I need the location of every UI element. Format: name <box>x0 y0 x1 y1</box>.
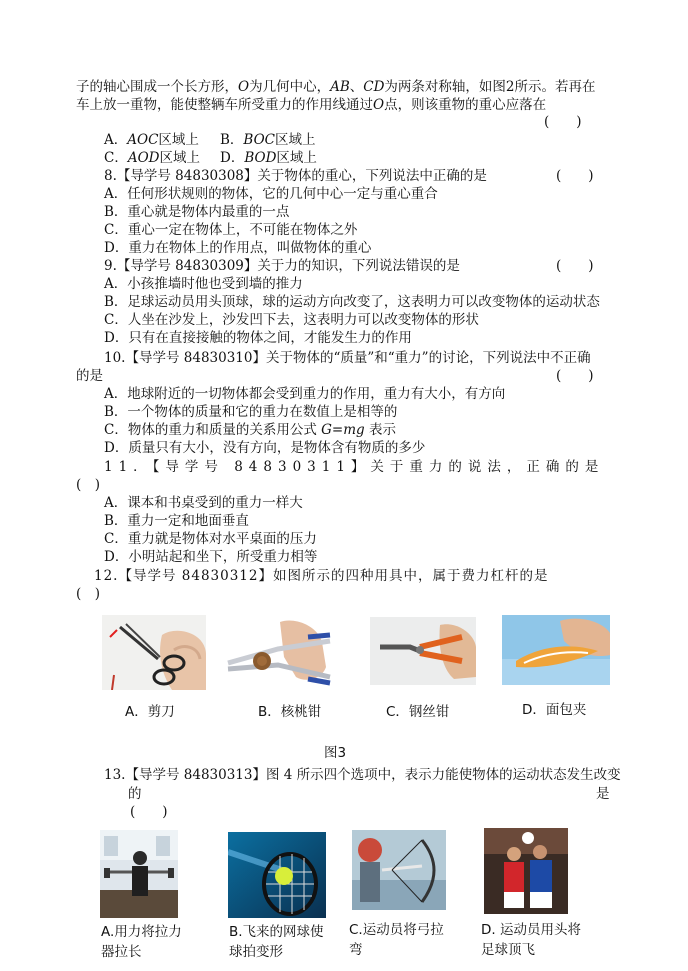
intro-line-1: 子的轴心围成一个长方形，O为几何中心，AB、CD为两条对称轴，如图2所示。若再在 <box>76 79 596 95</box>
bread-tongs-photo <box>502 615 610 685</box>
q13-answer-paren: ( ) <box>130 804 168 820</box>
figure-3-label: 图3 <box>324 745 347 761</box>
q11-stem-line-1: 11．【导学号 84830311】关于重力的说法，正确的是 <box>104 459 605 475</box>
intro-line-2: 车上放一重物，能使整辆车所受重力的作用线通过O点，则该重物的重心应落在 <box>76 97 547 113</box>
q13-caption-d: D. 运动员用头将 足球顶飞 <box>481 922 581 958</box>
q10-stem-line-1: 10.【导学号 84830310】关于物体的“质量”和“重力”的讨论，下列说法中不正确 <box>104 350 591 366</box>
pliers-photo <box>370 617 476 685</box>
q10-option-a: A．地球附近的一切物体都会受到重力的作用，重力有大小，有方向 <box>104 386 506 402</box>
q10-option-c: C．物体的重力和质量的关系用公式 G=mg 表示 <box>104 422 396 438</box>
q10-option-b: B．一个物体的质量和它的重力在数值上是相等的 <box>104 404 398 420</box>
q13-stem-line-2-start: 的 <box>128 786 142 802</box>
q12-stem-line-2: ( ) <box>76 586 101 602</box>
q12-stem-line-1: 12.【导学号 84830312】如图所示的四种用具中，属于费力杠杆的是 <box>94 568 549 584</box>
chest-expander-photo <box>100 830 178 918</box>
q11-option-d: D．小明站起和坐下，所受重力相等 <box>104 549 318 565</box>
intro-answer-paren: ( ) <box>544 114 582 130</box>
intro-option-a: A．AOC区域上 <box>104 132 199 148</box>
q8-option-c: C．重心一定在物体上，不可能在物体之外 <box>104 222 358 238</box>
q10-stem-line-2: 的是 <box>76 368 103 384</box>
q12-caption-a: A．剪刀 <box>125 704 175 720</box>
nutcracker-photo <box>222 617 334 690</box>
q9-answer-paren: ( ) <box>556 258 594 274</box>
q13-caption-a: A.用力将拉力 器拉长 <box>101 924 182 960</box>
q11-option-c: C．重力就是物体对水平桌面的压力 <box>104 531 317 547</box>
tennis-racket-photo <box>228 832 326 918</box>
q12-caption-b: B．核桃钳 <box>258 704 322 720</box>
q12-caption-c: C．钢丝钳 <box>386 704 450 720</box>
q13-caption-c: C.运动员将弓拉 弯 <box>349 922 444 958</box>
q10-answer-paren: ( ) <box>556 368 594 384</box>
q8-option-d: D．重力在物体上的作用点，叫做物体的重心 <box>104 240 372 256</box>
q11-option-a: A．课本和书桌受到的重力一样大 <box>104 495 303 511</box>
q11-option-b: B．重力一定和地面垂直 <box>104 513 249 529</box>
q8-stem: 8.【导学号 84830308】关于物体的重心，下列说法中正确的是 <box>104 168 487 184</box>
q11-stem-line-2: ( ) <box>76 477 101 493</box>
q10-option-d: D．质量只有大小，没有方向，是物体含有物质的多少 <box>104 440 426 456</box>
intro-option-d: D．BOD区域上 <box>220 150 317 166</box>
scissors-photo <box>102 615 206 690</box>
q8-option-b: B．重心就是物体内最重的一点 <box>104 204 290 220</box>
q13-stem-line-1: 13.【导学号 84830313】图 4 所示四个选项中，表示力能使物体的运动状态发生改变 <box>104 767 621 783</box>
q9-option-a: A．小孩推墙时他也受到墙的推力 <box>104 276 303 292</box>
q13-caption-b: B.飞来的网球使 球拍变形 <box>229 924 324 960</box>
q9-option-b: B．足球运动员用头顶球，球的运动方向改变了，这表明力可以改变物体的运动状态 <box>104 294 600 310</box>
intro-option-b: B．BOC区域上 <box>220 132 316 148</box>
q13-stem-line-2-end: 是 <box>596 786 610 802</box>
q9-option-d: D．只有在直接接触的物体之间，才能发生力的作用 <box>104 330 412 346</box>
intro-option-c: C．AOD区域上 <box>104 150 200 166</box>
soccer-header-photo <box>484 828 568 914</box>
q8-answer-paren: ( ) <box>556 168 594 184</box>
q12-caption-d: D．面包夹 <box>522 702 587 718</box>
q8-option-a: A．任何形状规则的物体，它的几何中心一定与重心重合 <box>104 186 438 202</box>
q9-option-c: C．人坐在沙发上，沙发凹下去，这表明力可以改变物体的形状 <box>104 312 479 328</box>
q9-stem: 9.【导学号 84830309】关于力的知识，下列说法错误的是 <box>104 258 460 274</box>
archer-photo <box>352 830 446 910</box>
